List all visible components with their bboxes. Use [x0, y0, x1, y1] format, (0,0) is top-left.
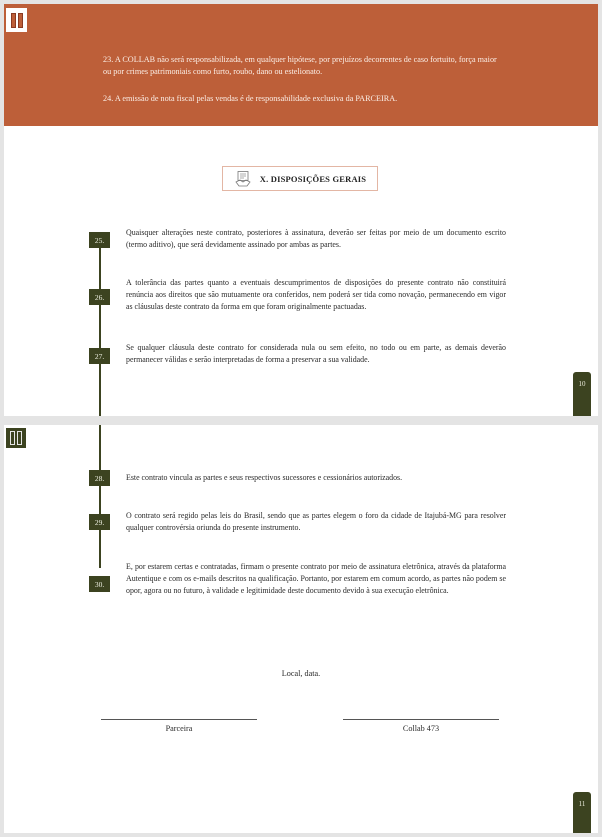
clause-text: O contrato será regido pelas leis do Brasil, sendo que as partes elegem o foro da cidade de Itajubá-MG para resolver qualquer controvérsia oriunda do presente instrumento. [126, 511, 506, 532]
signature-collab [343, 719, 499, 733]
signature-label: Parceira [165, 724, 193, 733]
signature-parceira [101, 719, 257, 733]
signature-label: Collab 473 [402, 724, 440, 733]
clause-23-text: 23. A COLLAB não será responsabilizada, em qualquer hipótese, por prejuízos decorrentes de caso fortuito, força maior ou por crimes patrimoniais como furto, roubo, dano ou estelionato. [103, 55, 497, 76]
clause-text: E, por estarem certas e contratadas, firmam o presente contrato por meio de assinatura eletrônica, através da plataforma Autentique e com os e-mails descritos na qualificação. Portanto, por estarem em comum acordo, as partes não podem se opor, agora ou no futuro, à validade e legitimidade deste documento devido à sua execução eletrônica. [126, 562, 506, 595]
clause-number: 29. [89, 514, 110, 530]
clause-number: 28. [89, 470, 110, 486]
logo-icon [11, 13, 23, 28]
logo-icon [10, 431, 22, 445]
clause-number: 25. [89, 232, 110, 248]
brand-logo [6, 8, 27, 32]
clause-text: Quaisquer alterações neste contrato, posteriores à assinatura, deverão ser feitas por meio de um documento escrito (termo aditivo), que será devidamente assinado por ambas as partes. [126, 228, 506, 249]
timeline-line [99, 425, 101, 568]
clause-text: Se qualquer cláusula deste contrato for considerada nula ou sem efeito, no todo ou em parte, as demais deverão permanecer válidas e serão interpretadas de forma a preservar a sua validade. [126, 343, 506, 364]
clause-text: A tolerância das partes quanto a eventuais descumprimentos de disposições do presente contrato não constituirá renúncia aos direitos que são mutuamente ora conferidos, nem poderá ser tida como novação, permanecendo em vigor as cláusulas deste contrato da forma em que foram originalmente pactuadas. [126, 278, 506, 311]
clause-number: 26. [89, 289, 110, 305]
handshake-contract-icon [234, 170, 252, 188]
signature-line [343, 719, 499, 720]
clause-number: 30. [89, 576, 110, 592]
local-date: Local, data. [281, 669, 321, 678]
clause-number: 27. [89, 348, 110, 364]
section-title: X. DISPOSIÇÕES GERAIS [259, 173, 367, 184]
clause-24-text: 24. A emissão de nota fiscal pelas vendas é de responsabilidade exclusiva da PARCEIRA. [103, 94, 398, 103]
document-page-10 [4, 4, 598, 416]
brand-logo [6, 428, 26, 448]
clause-text: Este contrato vincula as partes e seus respectivos sucessores e cessionários autorizados. [126, 473, 403, 482]
section-header [222, 166, 378, 191]
signature-line [101, 719, 257, 720]
highlight-band [4, 4, 598, 126]
document-page-11 [4, 425, 598, 833]
page-number-tab: 10 [573, 372, 591, 416]
timeline-line [99, 236, 101, 416]
page-number-tab: 11 [573, 792, 591, 833]
